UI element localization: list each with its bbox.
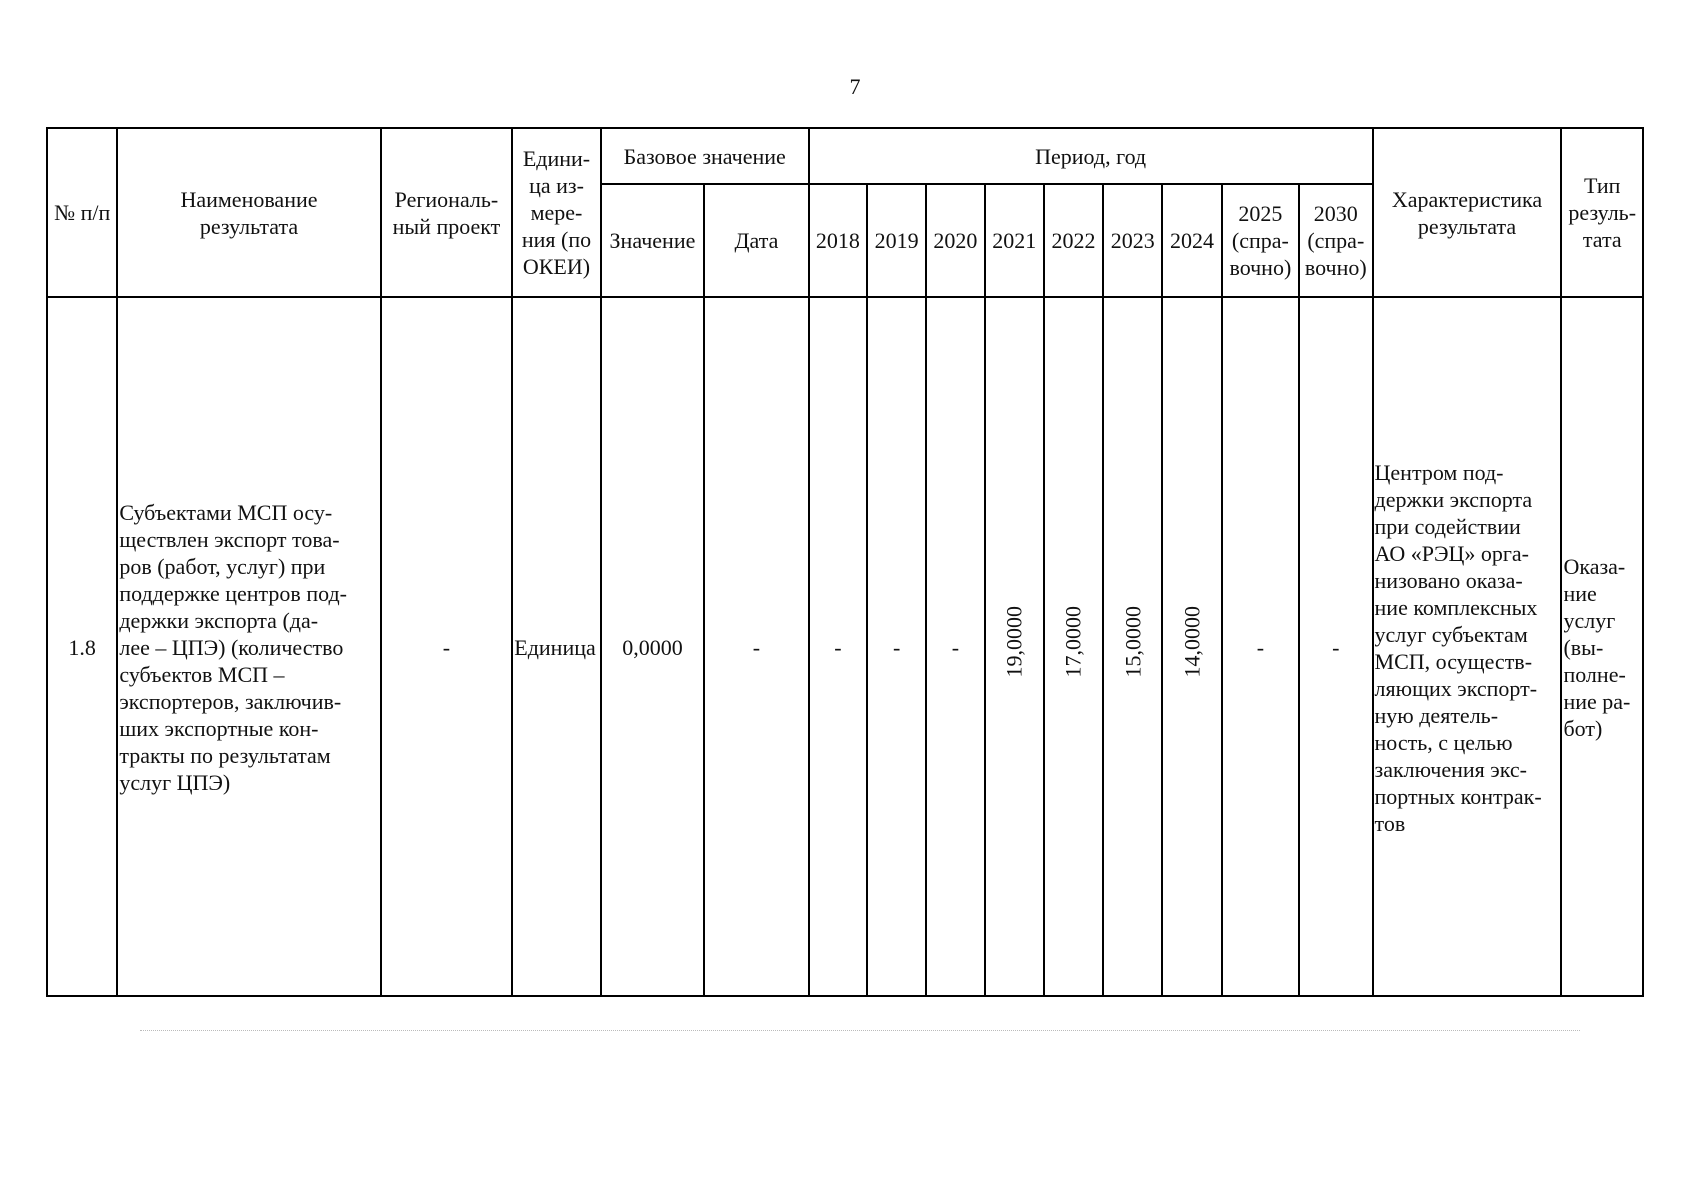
header-type: Тип резуль- тата	[1561, 128, 1643, 297]
cell-type: Оказа- ние услуг (вы- полне- ние ра- бот)	[1561, 297, 1643, 996]
cell-year-2025: -	[1222, 297, 1299, 996]
cell-base-value: 0,0000	[601, 297, 705, 996]
header-name: Наименование результата	[117, 128, 380, 297]
cell-year-2020: -	[926, 297, 984, 996]
cell-year-2019: -	[867, 297, 926, 996]
value-2023: 15,0000	[1120, 605, 1146, 677]
header-characteristic: Характеристика результата	[1373, 128, 1562, 297]
header-unit: Едини- ца из- мере- ния (по ОКЕИ)	[512, 128, 600, 297]
header-year-2019: 2019	[867, 184, 926, 297]
header-year-2021: 2021	[985, 184, 1044, 297]
header-project: Региональ- ный проект	[381, 128, 513, 297]
header-year-2030: 2030 (спра- вочно)	[1299, 184, 1372, 297]
value-2022: 17,0000	[1060, 605, 1086, 677]
value-2024: 14,0000	[1179, 605, 1205, 677]
cell-year-2030: -	[1299, 297, 1372, 996]
cell-characteristic: Центром под- держки экспорта при содействии АО «РЭЦ» орга- низовано оказа- ние комплексных услуг субъектам МСП, осуществ- ляющих экспорт- ную деятель- ность, с целью заключения экс- портных контрак- тов	[1373, 297, 1562, 996]
scan-dot-line	[140, 1030, 1580, 1033]
cell-unit: Единица	[512, 297, 600, 996]
header-year-2020: 2020	[926, 184, 984, 297]
cell-year-2021	[985, 297, 1044, 996]
results-table	[46, 127, 1644, 997]
header-base-date: Дата	[704, 184, 809, 297]
cell-project: -	[381, 297, 513, 996]
header-row-top	[47, 128, 1643, 184]
header-year-2024: 2024	[1162, 184, 1221, 297]
cell-year-2018: -	[809, 297, 867, 996]
cell-year-2024	[1162, 297, 1221, 996]
header-year-2018: 2018	[809, 184, 867, 297]
header-period-group: Период, год	[809, 128, 1373, 184]
page-number: 7	[849, 74, 861, 99]
table-row	[47, 297, 1643, 996]
header-year-2025: 2025 (спра- вочно)	[1222, 184, 1299, 297]
cell-year-2022	[1044, 297, 1103, 996]
cell-num: 1.8	[47, 297, 117, 996]
value-2021: 19,0000	[1001, 605, 1027, 677]
cell-base-date: -	[704, 297, 809, 996]
header-year-2023: 2023	[1103, 184, 1162, 297]
header-base-group: Базовое значение	[601, 128, 809, 184]
cell-year-2023	[1103, 297, 1162, 996]
cell-name: Субъектами МСП осу- ществлен экспорт това- ров (работ, услуг) при поддержке центров под- держки экспорта (да- лее – ЦПЭ) (количество субъектов МСП – экспортеров, заключив- ших экспортные кон- тракты по результатам услуг ЦПЭ)	[117, 297, 380, 996]
header-base-value: Значение	[601, 184, 705, 297]
header-year-2022: 2022	[1044, 184, 1103, 297]
header-num: № п/п	[47, 128, 117, 297]
